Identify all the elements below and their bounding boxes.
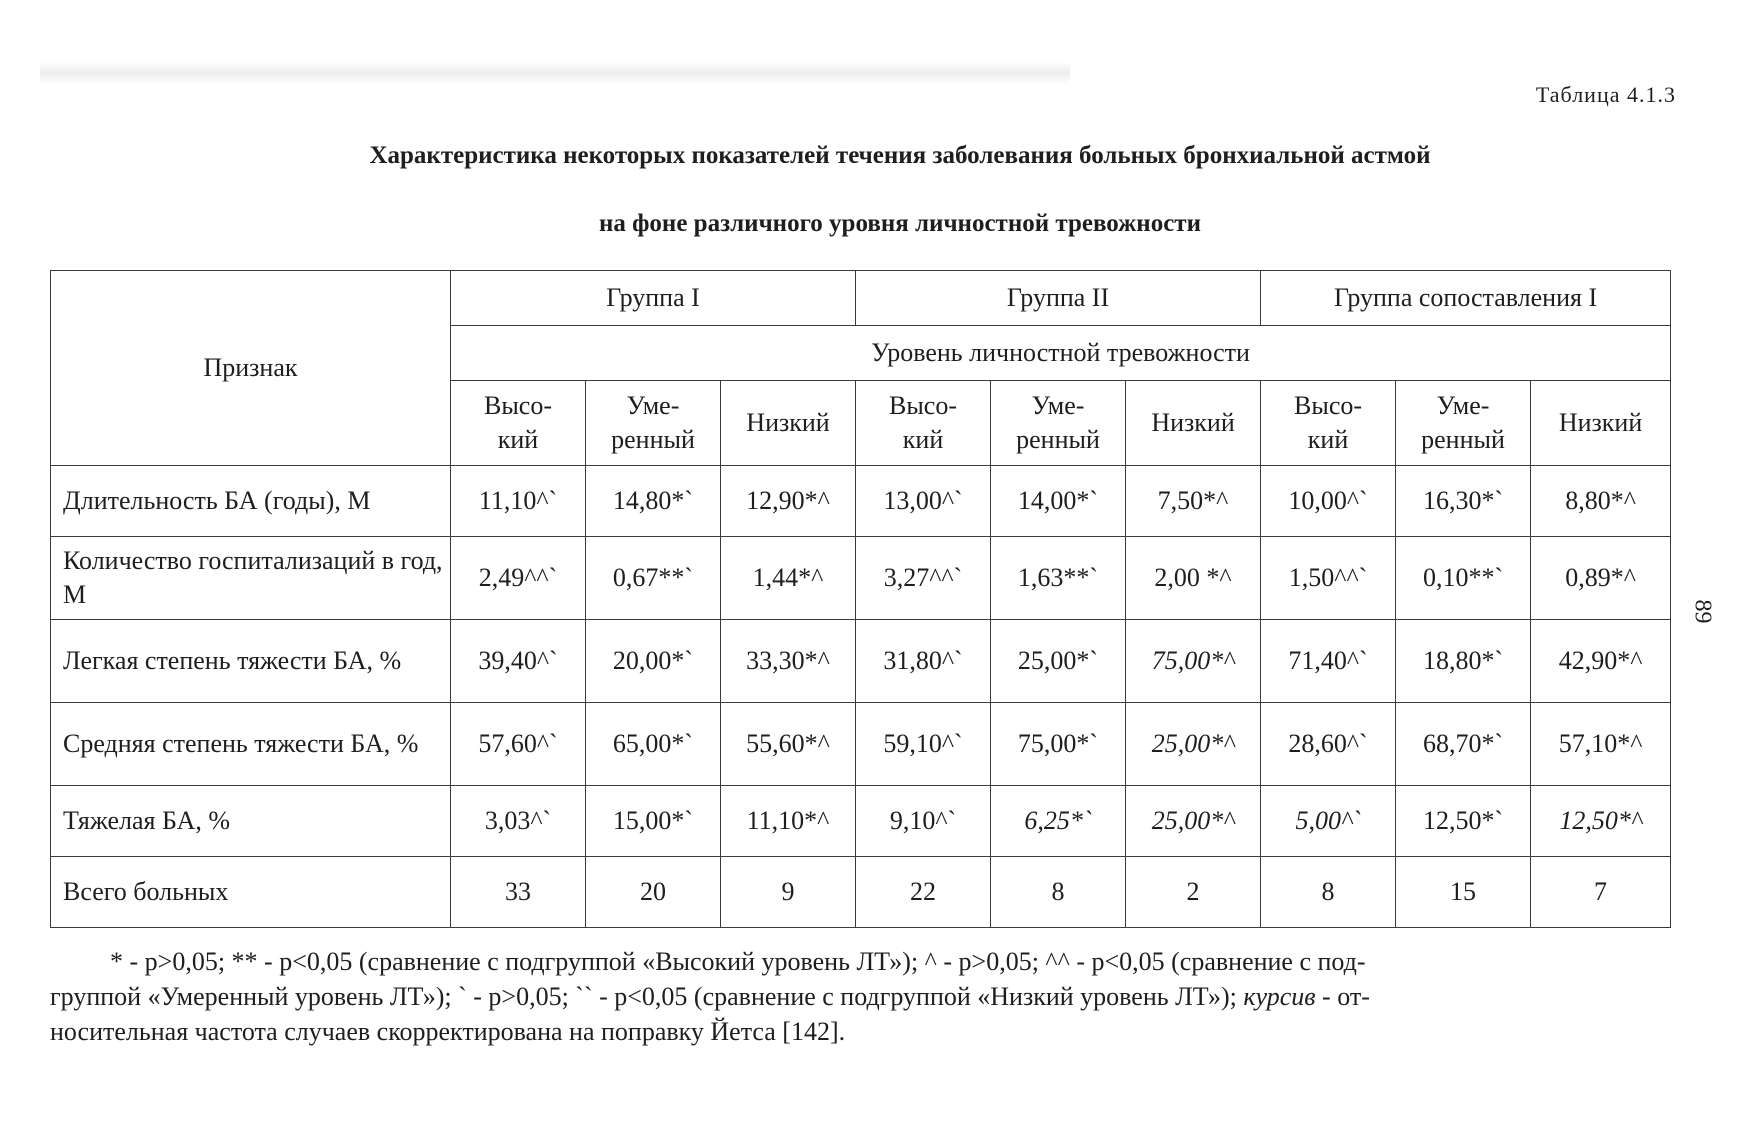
table-row [51, 703, 1671, 786]
table-cell: 25,00*^ [1126, 703, 1261, 786]
table-cell: 3,03^` [451, 786, 586, 857]
table-cell: 33,30*^ [721, 620, 856, 703]
table-cell: 71,40^` [1261, 620, 1396, 703]
table-cell: 25,00*` [991, 620, 1126, 703]
table-title-line-1: Характеристика некоторых показателей течения заболевания больных бронхиальной астмой [369, 142, 1431, 169]
table-cell: 9,10^` [856, 786, 991, 857]
table-row [51, 620, 1671, 703]
level-label-part-2: ренный [1421, 425, 1505, 454]
table-cell: 0,89*^ [1531, 537, 1671, 620]
table-row [51, 466, 1671, 537]
group-header-3: Группа сопоставления I [1261, 271, 1671, 326]
level-label-part-1: Уме- [626, 391, 680, 420]
table-cell: 7,50*^ [1126, 466, 1261, 537]
table-cell: 15,00*` [586, 786, 721, 857]
table-cell: 75,00*^ [1126, 620, 1261, 703]
table-cell: 6,25*` [991, 786, 1126, 857]
table-cell: 65,00*` [586, 703, 721, 786]
level-header-g3-1 [1261, 381, 1396, 466]
table-cell: 15 [1396, 857, 1531, 928]
footnote-line-2 [50, 979, 1670, 1014]
level-header-g2-2 [991, 381, 1126, 466]
table-cell: 75,00*` [991, 703, 1126, 786]
table-cell: 5,00^` [1261, 786, 1396, 857]
table-row [51, 537, 1671, 620]
table-cell: 57,60^` [451, 703, 586, 786]
footnote [50, 944, 1670, 1049]
scan-artifact [40, 62, 1070, 84]
table-cell: 0,10**` [1396, 537, 1531, 620]
level-label-part-2: кий [1307, 425, 1349, 454]
level-header-g1-1 [451, 381, 586, 466]
table-row [51, 786, 1671, 857]
level-header-g2-1 [856, 381, 991, 466]
level-header-g3-3 [1531, 381, 1671, 466]
level-label-part-1: Низкий [1151, 408, 1235, 437]
table-cell: 11,10^` [451, 466, 586, 537]
level-header-g2-3 [1126, 381, 1261, 466]
table-cell: 55,60*^ [721, 703, 856, 786]
table-title-line-2: на фоне различного уровня личностной тревожности [598, 210, 1201, 237]
table-cell: 33 [451, 857, 586, 928]
table-cell: 12,50*` [1396, 786, 1531, 857]
level-label-part-2: ренный [611, 425, 695, 454]
table-cell: 0,67**` [586, 537, 721, 620]
footnote-line-3: носительная частота случаев скорректирована на поправку Йетса [142]. [50, 1017, 846, 1046]
table-number: Таблица 4.1.3 [1535, 82, 1676, 107]
level-header-g1-3 [721, 381, 856, 466]
header-row-groups [51, 271, 1671, 326]
table-cell: 10,00^` [1261, 466, 1396, 537]
table-row [51, 857, 1671, 928]
level-label-part-2: ренный [1016, 425, 1100, 454]
table-cell: 42,90*^ [1531, 620, 1671, 703]
group-header-1: Группа I [451, 271, 856, 326]
table-cell: 68,70*` [1396, 703, 1531, 786]
footnote-italic-word: курсив [1243, 982, 1316, 1011]
table-cell: 1,50^^` [1261, 537, 1396, 620]
feature-column-header: Признак [51, 271, 451, 466]
table-cell: 14,00*` [991, 466, 1126, 537]
table-cell: 59,10^` [856, 703, 991, 786]
table-cell: 14,80*` [586, 466, 721, 537]
table-cell: 1,63**` [991, 537, 1126, 620]
level-label-part-1: Уме- [1436, 391, 1490, 420]
table-cell: 39,40^` [451, 620, 586, 703]
row-label: Всего больных [51, 857, 451, 928]
level-label-part-1: Низкий [1558, 408, 1643, 437]
row-label: Легкая степень тяжести БА, % [51, 620, 451, 703]
row-label: Длительность БА (годы), М [51, 466, 451, 537]
table-cell: 12,50*^ [1531, 786, 1671, 857]
table-cell: 25,00*^ [1126, 786, 1261, 857]
table-cell: 7 [1531, 857, 1671, 928]
table-cell: 20,00*` [586, 620, 721, 703]
level-label-part-1: Высо- [889, 391, 958, 420]
footnote-line-2-end: - от- [1315, 982, 1370, 1011]
level-label-part-1: Высо- [483, 391, 552, 420]
table-cell: 2,00 *^ [1126, 537, 1261, 620]
table-cell: 2,49^^` [451, 537, 586, 620]
table-cell: 28,60^` [1261, 703, 1396, 786]
level-label-part-1: Низкий [746, 408, 830, 437]
table-cell: 20 [586, 857, 721, 928]
table-cell: 8 [1261, 857, 1396, 928]
table-cell: 11,10*^ [721, 786, 856, 857]
data-table [50, 270, 1671, 928]
table-cell: 31,80^` [856, 620, 991, 703]
page-number: 89 [1689, 599, 1716, 624]
table-cell: 8,80*^ [1531, 466, 1671, 537]
table-cell: 57,10*^ [1531, 703, 1671, 786]
group-header-2: Группа II [856, 271, 1261, 326]
level-header-g1-2 [586, 381, 721, 466]
table-cell: 8 [991, 857, 1126, 928]
table-cell: 16,30*` [1396, 466, 1531, 537]
level-header-g3-2 [1396, 381, 1531, 466]
table-cell: 2 [1126, 857, 1261, 928]
row-label: Тяжелая БА, % [51, 786, 451, 857]
table-cell: 3,27^^` [856, 537, 991, 620]
table-cell: 12,90*^ [721, 466, 856, 537]
level-label-part-1: Уме- [1031, 391, 1085, 420]
table-cell: 9 [721, 857, 856, 928]
row-label: Количество госпитализаций в год, М [51, 537, 451, 620]
footnote-line-2-text: группой «Умеренный уровень ЛТ»); ` - p>0,05; `` - p<0,05 (сравнение с подгруппой «Низкий уровень ЛТ»); [50, 982, 1244, 1011]
table-cell: 13,00^` [856, 466, 991, 537]
row-label: Средняя степень тяжести БА, % [51, 703, 451, 786]
level-label-part-2: кий [902, 425, 944, 454]
footnote-line-1: * - p>0,05; ** - p<0,05 (сравнение с подгруппой «Высокий уровень ЛТ»); ^ - p>0,05; ^^ - p<0,05 (сравнение с под- [110, 947, 1366, 976]
table-cell: 18,80*` [1396, 620, 1531, 703]
level-label-part-1: Высо- [1294, 391, 1363, 420]
level-label-part-2: кий [497, 425, 539, 454]
table-cell: 22 [856, 857, 991, 928]
table-cell: 1,44*^ [721, 537, 856, 620]
level-header: Уровень личностной тревожности [451, 326, 1671, 381]
